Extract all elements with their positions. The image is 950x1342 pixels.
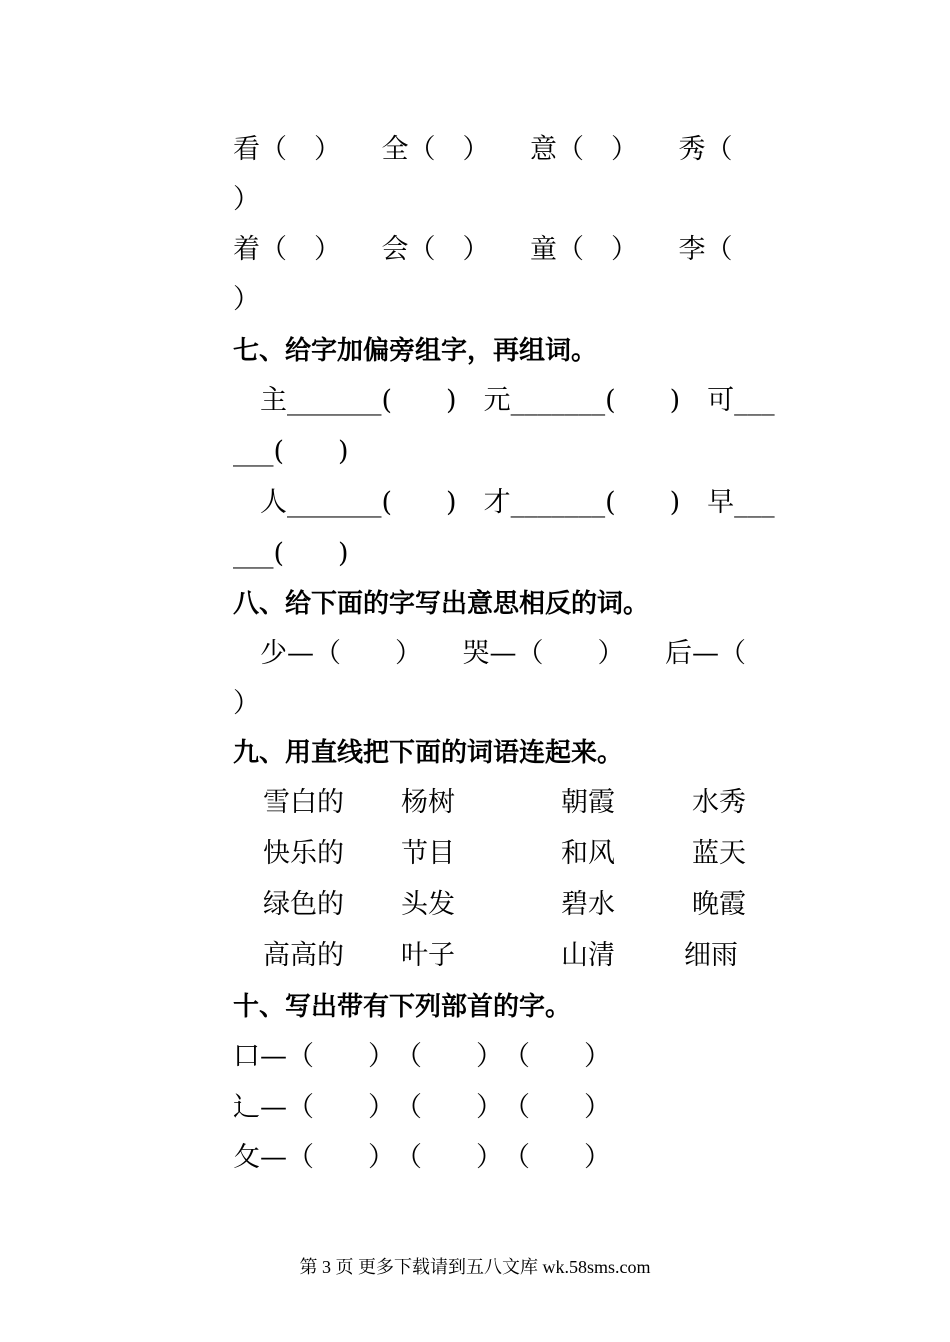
page-footer: 第 3 页 更多下载请到五八文库 wk.58sms.com (299, 1257, 651, 1277)
s9-col3-item: 和风 (561, 838, 615, 869)
s9-col2-item: 叶子 (401, 940, 455, 971)
s10-row: 辶—（ ） （ ） （ ） (233, 1092, 611, 1123)
s10-heading: 十、写出带有下列部首的字。 (233, 992, 572, 1022)
s9-col1-item: 快乐的 (263, 838, 344, 869)
s7-row1-wrap: ___( ) (233, 436, 349, 467)
s9-col3-item: 朝霞 (561, 787, 615, 818)
s9-col1-item: 绿色的 (263, 889, 344, 920)
s8-row: 少—（ ） 哭—（ ） 后—（ (233, 638, 746, 669)
s9-col1-item: 高高的 (263, 940, 344, 971)
s9-col4-item: 水秀 (692, 787, 746, 818)
s9-col2-item: 头发 (401, 889, 455, 920)
s6-row1: 看（ ） 全（ ） 意（ ） 秀（ (233, 134, 733, 165)
s9-col4-item: 晚霞 (692, 889, 746, 920)
s10-row: 口—（ ） （ ） （ ） (233, 1041, 611, 1072)
s6-row2: 着（ ） 会（ ） 童（ ） 李（ (233, 234, 733, 265)
s9-col3-item: 山清 (561, 940, 615, 971)
s9-col2-item: 杨树 (401, 787, 455, 818)
s6-row2-wrap: ） (233, 284, 260, 315)
s6-row1-wrap: ） (233, 184, 260, 215)
s8-row-wrap: ） (233, 688, 260, 719)
s10-row: 攵—（ ） （ ） （ ） (233, 1142, 611, 1173)
s7-row1: 主_______( ) 元_______( ) 可___ (233, 385, 775, 416)
s8-heading: 八、给下面的字写出意思相反的词。 (233, 589, 650, 619)
s7-heading: 七、给字加偏旁组字，再组词。 (233, 336, 598, 366)
s9-col3-item: 碧水 (561, 889, 615, 920)
s7-row2: 人_______( ) 才_______( ) 早___ (233, 487, 775, 518)
s9-col4-item: 蓝天 (692, 838, 746, 869)
s9-col4-item: 细雨 (684, 940, 738, 971)
s7-row2-wrap: ___( ) (233, 538, 349, 569)
s9-col2-item: 节目 (401, 838, 455, 869)
s9-col1-item: 雪白的 (263, 787, 344, 818)
s9-heading: 九、用直线把下面的词语连起来。 (233, 738, 624, 768)
